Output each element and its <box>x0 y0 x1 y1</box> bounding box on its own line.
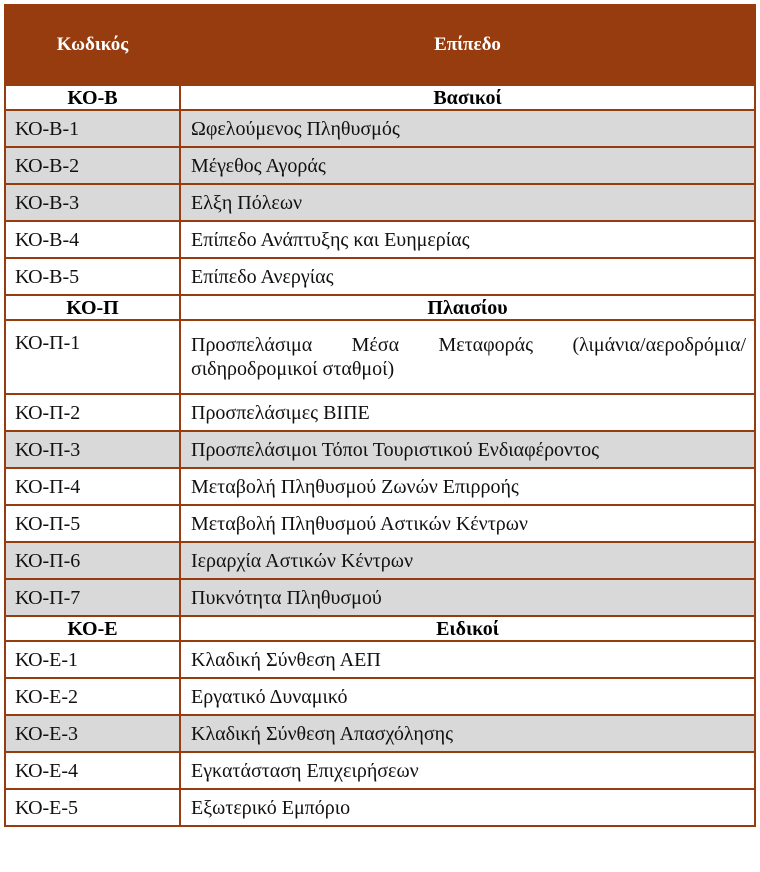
header-level: Επίπεδο <box>180 5 755 85</box>
row-code: ΚΟ-Β-1 <box>5 110 180 147</box>
row-label: Μεταβολή Πληθυσμού Αστικών Κέντρων <box>180 505 755 542</box>
group-name: Βασικοί <box>180 85 755 110</box>
table-row <box>5 431 755 468</box>
row-code: ΚΟ-Β-2 <box>5 147 180 184</box>
table-row <box>5 752 755 789</box>
criteria-table <box>4 4 756 827</box>
table-row <box>5 320 755 394</box>
table-row <box>5 789 755 826</box>
row-label: Επίπεδο Ανεργίας <box>180 258 755 295</box>
row-code: ΚΟ-Π-6 <box>5 542 180 579</box>
row-code: ΚΟ-Ε-5 <box>5 789 180 826</box>
header-row <box>5 5 755 85</box>
table-row <box>5 542 755 579</box>
table-row <box>5 678 755 715</box>
group-code: ΚΟ-Π <box>5 295 180 320</box>
group-row-specific <box>5 616 755 641</box>
row-label: Ωφελούμενος Πληθυσμός <box>180 110 755 147</box>
row-label: Κλαδική Σύνθεση ΑΕΠ <box>180 641 755 678</box>
group-row-framework <box>5 295 755 320</box>
row-code: ΚΟ-Π-1 <box>5 320 180 394</box>
row-code: ΚΟ-Ε-1 <box>5 641 180 678</box>
row-label: Εργατικό Δυναμικό <box>180 678 755 715</box>
row-label: Προσπελάσιμοι Τόποι Τουριστικού Ενδιαφέροντος <box>180 431 755 468</box>
row-label: Ιεραρχία Αστικών Κέντρων <box>180 542 755 579</box>
row-code: ΚΟ-Ε-2 <box>5 678 180 715</box>
row-label: Κλαδική Σύνθεση Απασχόλησης <box>180 715 755 752</box>
table-row <box>5 258 755 295</box>
group-code: ΚΟ-Β <box>5 85 180 110</box>
table-row <box>5 184 755 221</box>
row-label: Επίπεδο Ανάπτυξης και Ευημερίας <box>180 221 755 258</box>
row-label: Μέγεθος Αγοράς <box>180 147 755 184</box>
row-code: ΚΟ-Π-4 <box>5 468 180 505</box>
row-label: Μεταβολή Πληθυσμού Ζωνών Επιρροής <box>180 468 755 505</box>
row-code: ΚΟ-Ε-4 <box>5 752 180 789</box>
row-code: ΚΟ-Π-2 <box>5 394 180 431</box>
table-row <box>5 715 755 752</box>
row-code: ΚΟ-Π-7 <box>5 579 180 616</box>
group-name: Ειδικοί <box>180 616 755 641</box>
group-row-basic <box>5 85 755 110</box>
table-row <box>5 641 755 678</box>
table-row <box>5 579 755 616</box>
row-label: Προσπελάσιμες ΒΙΠΕ <box>180 394 755 431</box>
row-label: Προσπελάσιμα Μέσα Μεταφοράς (λιμάνια/αεροδρόμια/ σιδηροδρομικοί σταθμοί) <box>180 320 755 394</box>
row-label: Εγκατάσταση Επιχειρήσεων <box>180 752 755 789</box>
table-row <box>5 468 755 505</box>
table-row <box>5 394 755 431</box>
group-code: ΚΟ-Ε <box>5 616 180 641</box>
row-code: ΚΟ-Π-3 <box>5 431 180 468</box>
row-code: ΚΟ-Ε-3 <box>5 715 180 752</box>
row-code: ΚΟ-Π-5 <box>5 505 180 542</box>
header-code: Κωδικός <box>5 5 180 85</box>
row-code: ΚΟ-Β-3 <box>5 184 180 221</box>
group-name: Πλαισίου <box>180 295 755 320</box>
row-code: ΚΟ-Β-4 <box>5 221 180 258</box>
row-label: Ελξη Πόλεων <box>180 184 755 221</box>
table-row <box>5 110 755 147</box>
table-row <box>5 505 755 542</box>
row-label: Πυκνότητα Πληθυσμού <box>180 579 755 616</box>
table-row <box>5 221 755 258</box>
row-code: ΚΟ-Β-5 <box>5 258 180 295</box>
table-row <box>5 147 755 184</box>
row-label: Εξωτερικό Εμπόριο <box>180 789 755 826</box>
